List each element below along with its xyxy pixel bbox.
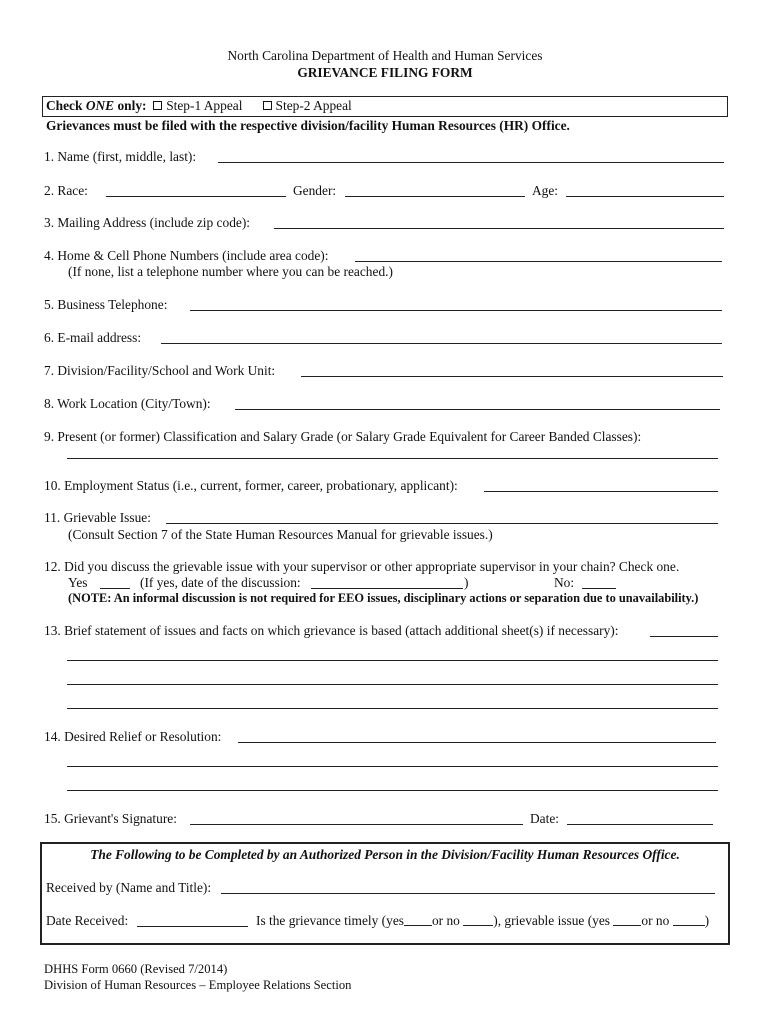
q12-note: (NOTE: An informal discussion is not required for EEO issues, disciplinary actions or separation due to unavailability.) bbox=[68, 591, 699, 605]
hr-box-heading: The Following to be Completed by an Authorized Person in the Division/Facility Human Resources Office. bbox=[90, 847, 680, 862]
footer-form-number: DHHS Form 0660 (Revised 7/2014) bbox=[44, 962, 228, 976]
q15-signature-field[interactable] bbox=[190, 824, 523, 825]
step1-label: Step-1 Appeal bbox=[166, 98, 243, 113]
q12-close-paren: ) bbox=[464, 575, 469, 590]
timely-label-d: or no bbox=[641, 913, 670, 928]
q12-no-field[interactable] bbox=[582, 588, 616, 589]
q14-relief-field-2[interactable] bbox=[67, 766, 718, 767]
footer-division: Division of Human Resources – Employee Relations Section bbox=[44, 978, 352, 992]
q13-statement-field-2[interactable] bbox=[67, 660, 718, 661]
q14-relief-field-1[interactable] bbox=[238, 742, 716, 743]
timely-row bbox=[256, 913, 709, 929]
q13-statement-field-4[interactable] bbox=[67, 708, 718, 709]
q2-age-label: Age: bbox=[532, 183, 559, 198]
q7-division-field[interactable] bbox=[301, 376, 723, 377]
q14-label: 14. Desired Relief or Resolution: bbox=[44, 729, 222, 744]
q3-address-field[interactable] bbox=[274, 228, 724, 229]
q4-sub-label: (If none, list a telephone number where you can be reached.) bbox=[68, 264, 393, 279]
timely-label-a: Is the grievance timely (yes bbox=[256, 913, 404, 928]
q8-work-location-field[interactable] bbox=[235, 409, 720, 410]
q12-no-label: No: bbox=[554, 575, 575, 590]
department-name: North Carolina Department of Health and Human Services bbox=[227, 48, 543, 63]
q10-label: 10. Employment Status (i.e., current, former, career, probationary, applicant): bbox=[44, 478, 458, 493]
date-received-label: Date Received: bbox=[46, 913, 129, 928]
timely-label-e: ) bbox=[704, 913, 710, 928]
q12-yes-label: Yes bbox=[68, 575, 88, 590]
step2-checkbox[interactable] bbox=[263, 101, 272, 110]
q6-label: 6. E-mail address: bbox=[44, 330, 142, 345]
date-received-field[interactable] bbox=[137, 926, 248, 927]
q11-sub-label: (Consult Section 7 of the State Human Resources Manual for grievable issues.) bbox=[68, 527, 493, 542]
appeal-check-row bbox=[46, 98, 352, 114]
grievable-yes-field[interactable] bbox=[613, 916, 641, 926]
q1-name-field[interactable] bbox=[218, 162, 724, 163]
q13-statement-field-1[interactable] bbox=[650, 636, 718, 637]
q15-date-field[interactable] bbox=[567, 824, 713, 825]
check-one-label: ONE bbox=[85, 98, 115, 113]
q6-email-field[interactable] bbox=[161, 343, 722, 344]
step1-checkbox[interactable] bbox=[153, 101, 162, 110]
grievable-no-field[interactable] bbox=[673, 916, 705, 926]
q10-employment-status-field[interactable] bbox=[484, 491, 718, 492]
q2-age-field[interactable] bbox=[566, 196, 724, 197]
q12-yes-field[interactable] bbox=[100, 588, 130, 589]
step2-label: Step-2 Appeal bbox=[275, 98, 352, 113]
q4-label: 4. Home & Cell Phone Numbers (include area code): bbox=[44, 248, 329, 263]
filing-notice: Grievances must be filed with the respective division/facility Human Resources (HR) Office. bbox=[46, 118, 570, 133]
q2-race-field[interactable] bbox=[106, 196, 286, 197]
q11-grievable-issue-field[interactable] bbox=[166, 523, 718, 524]
form-title: GRIEVANCE FILING FORM bbox=[297, 65, 473, 80]
check-only-label: only: bbox=[117, 98, 147, 113]
check-label: Check bbox=[46, 98, 83, 113]
q15-signature-label: 15. Grievant's Signature: bbox=[44, 811, 177, 826]
q2-gender-field[interactable] bbox=[345, 196, 525, 197]
q8-label: 8. Work Location (City/Town): bbox=[44, 396, 211, 411]
q3-label: 3. Mailing Address (include zip code): bbox=[44, 215, 251, 230]
q11-label: 11. Grievable Issue: bbox=[44, 510, 151, 525]
timely-yes-field[interactable] bbox=[404, 916, 432, 926]
q13-label: 13. Brief statement of issues and facts on which grievance is based (attach additional sheet(s) if necessary): bbox=[44, 623, 619, 638]
q15-date-label: Date: bbox=[530, 811, 559, 826]
timely-label-b: or no bbox=[431, 913, 460, 928]
timely-no-field[interactable] bbox=[463, 916, 493, 926]
q2-gender-label: Gender: bbox=[293, 183, 337, 198]
q12-if-yes-label: (If yes, date of the discussion: bbox=[140, 575, 301, 590]
q9-classification-field[interactable] bbox=[67, 458, 718, 459]
q4-phone-field[interactable] bbox=[355, 261, 722, 262]
q14-relief-field-3[interactable] bbox=[67, 790, 718, 791]
q5-business-phone-field[interactable] bbox=[190, 310, 722, 311]
q1-label: 1. Name (first, middle, last): bbox=[44, 149, 197, 164]
q7-label: 7. Division/Facility/School and Work Unit: bbox=[44, 363, 276, 378]
q12-label: 12. Did you discuss the grievable issue with your supervisor or other appropriate supervisor in your chain? Check one. bbox=[44, 559, 680, 574]
timely-label-c: ), grievable issue (yes bbox=[493, 913, 611, 928]
q9-label: 9. Present (or former) Classification and Salary Grade (or Salary Grade Equivalent for Career Banded Classes): bbox=[44, 429, 642, 444]
q12-discussion-date-field[interactable] bbox=[311, 588, 463, 589]
q5-label: 5. Business Telephone: bbox=[44, 297, 168, 312]
received-by-label: Received by (Name and Title): bbox=[46, 880, 212, 895]
q2-race-label: 2. Race: bbox=[44, 183, 88, 198]
received-by-field[interactable] bbox=[221, 893, 715, 894]
q13-statement-field-3[interactable] bbox=[67, 684, 718, 685]
